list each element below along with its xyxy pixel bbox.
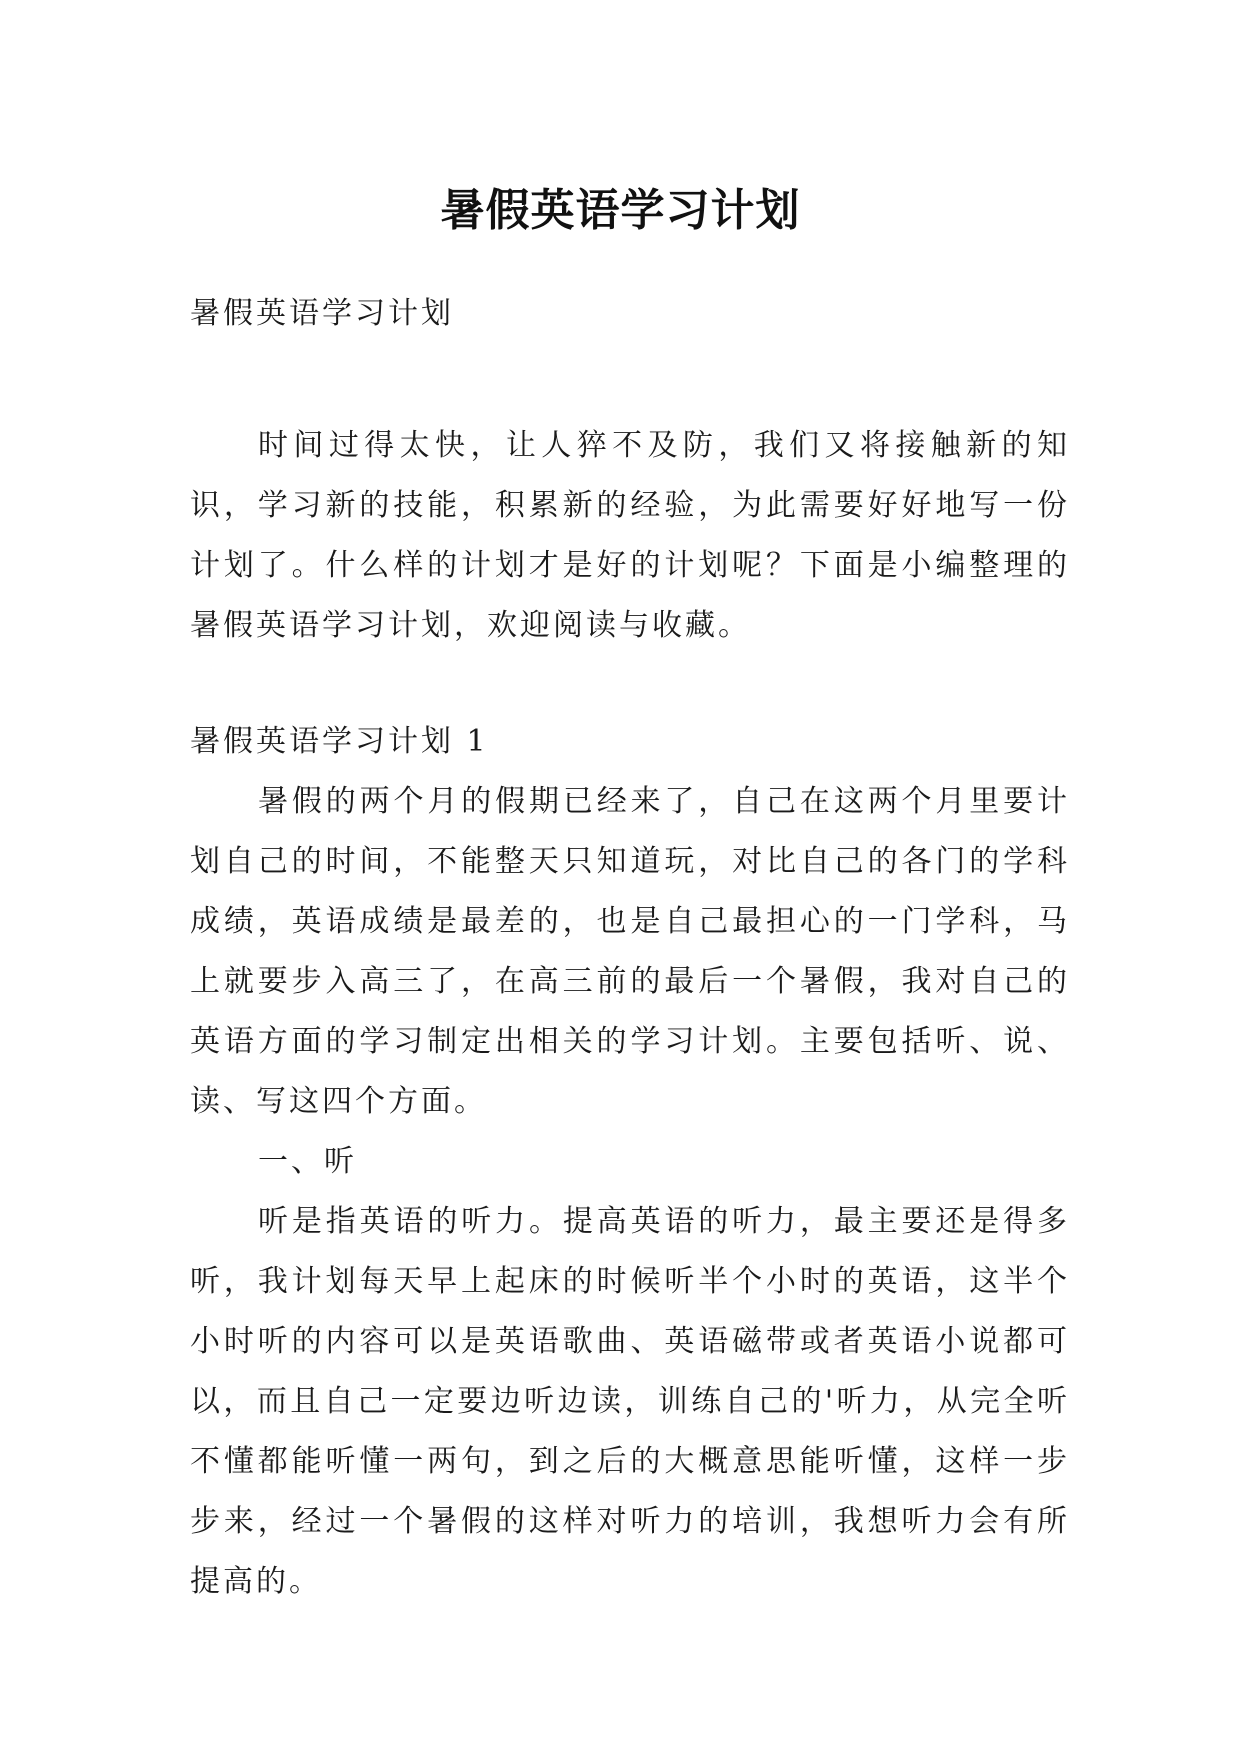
spacer bbox=[190, 656, 1070, 712]
spacer bbox=[190, 344, 1070, 416]
section-paragraph: 暑假的两个月的假期已经来了，自己在这两个月里要计划自己的时间，不能整天只知道玩，对比自己的各门的学科成绩，英语成绩是最差的，也是自己最担心的一门学科，马上就要步入高三了，在高三前的最后一个暑假，我对自己的英语方面的学习制定出相关的学习计划。主要包括听、说、读、写这四个方面。 bbox=[190, 784, 1070, 1119]
document-body bbox=[190, 284, 1070, 1612]
document-title: 暑假英语学习计划 bbox=[440, 185, 801, 237]
document-subtitle: 暑假英语学习计划 bbox=[190, 296, 454, 331]
intro-paragraph: 时间过得太快，让人猝不及防，我们又将接触新的知识，学习新的技能，积累新的经验，为此需要好好地写一份计划了。什么样的计划才是好的计划呢？下面是小编整理的暑假英语学习计划，欢迎阅读与收藏。 bbox=[190, 428, 1070, 643]
section-heading: 暑假英语学习计划 1 bbox=[190, 724, 489, 759]
listening-paragraph: 听是指英语的听力。提高英语的听力，最主要还是得多听，我计划每天早上起床的时候听半个小时的英语，这半个小时听的内容可以是英语歌曲、英语磁带或者英语小说都可以，而且自己一定要边听边读，训练自己的'听力，从完全听不懂都能听懂一两句，到之后的大概意思能听懂，这样一步步来，经过一个暑假的这样对听力的培训，我想听力会有所提高的。 bbox=[190, 1204, 1070, 1599]
listening-heading: 一、听 bbox=[258, 1144, 357, 1179]
